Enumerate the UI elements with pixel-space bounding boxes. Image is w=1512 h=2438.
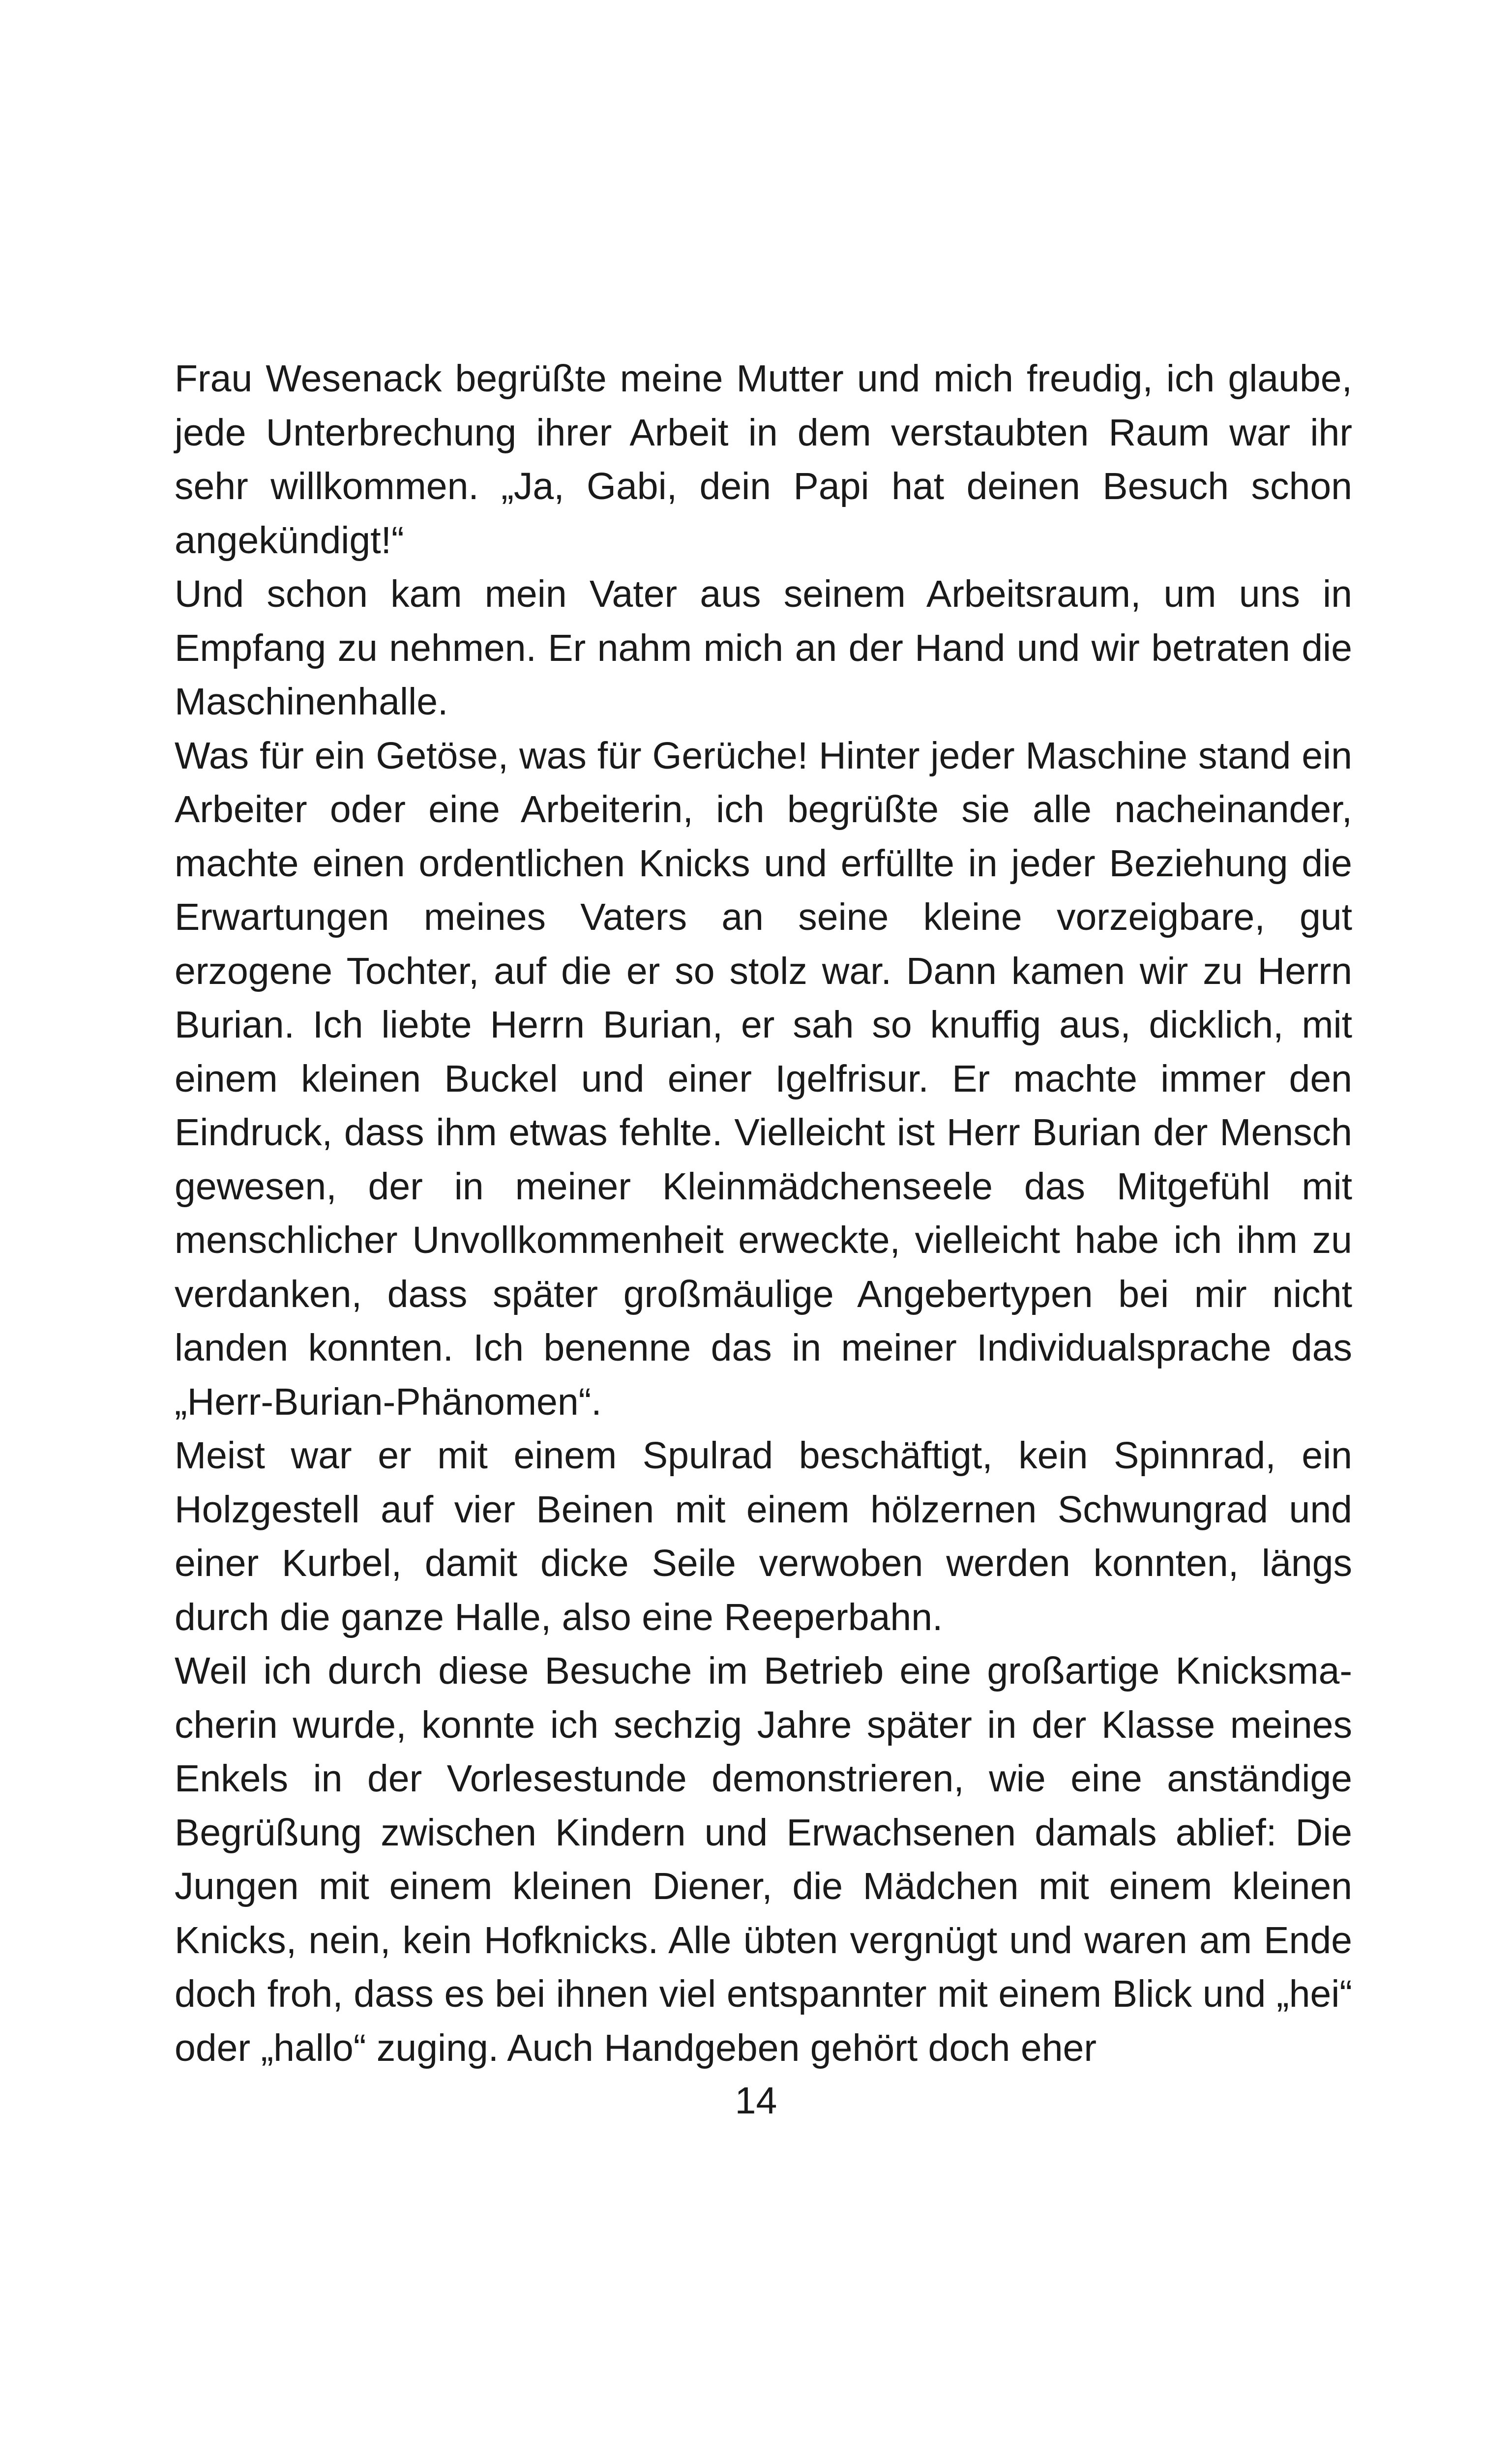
body-text: [175, 352, 1352, 2075]
paragraph-4: Meist war er mit einem Spulrad beschäftigt, kein Spinnrad, ein Holzgestell auf vier Beinen mit einem hölzernen Schwungrad und einer Kurbel, damit dicke Seile verwoben werden konnten, längs durch die ganze Halle, also eine Reeperbahn.: [175, 1434, 1352, 1638]
paragraph-1: Frau Wesenack begrüßte meine Mutter und mich freudig, ich glaube, jede Unterbrechung ihrer Arbeit in dem verstaubten Raum war ihr sehr willkommen. „Ja, Gabi, dein Papi hat deinen Besuch schon angekündigt!“: [175, 357, 1352, 562]
paragraph-2: Und schon kam mein Vater aus seinem Arbeitsraum, um uns in Empfang zu nehmen. Er nahm mich an der Hand und wir betraten die Maschinenhalle.: [175, 573, 1352, 723]
paragraph-5: Weil ich durch diese Besuche im Betrieb eine großartige Knicksmacherin wurde, konnte ich sechzig Jahre später in der Klasse meines Enkels in der Vorlesestunde demonstrieren, wie eine anständige Begrüßung zwischen Kindern und Erwachsenen damals ablief: Die Jungen mit einem kleinen Diener, die Mädchen mit einem kleinen Knicks, nein, kein Hofknicks. Alle übten vergnügt und waren am Ende doch froh, dass es bei ihnen viel entspannter mit einem Blick und „hei“ oder „hallo“ zuging. Auch Handgeben gehört doch eher: [175, 1650, 1352, 2069]
paragraph-3: Was für ein Getöse, was für Gerüche! Hinter jeder Maschine stand ein Arbeiter oder eine Arbeiterin, ich begrüßte sie alle nacheinander, machte einen ordentlichen Knicks und erfüllte in jeder Beziehung die Erwartungen meines Vaters an seine kleine vorzeigbare, gut erzogene Tochter, auf die er so stolz war. Dann kamen wir zu Herrn Burian. Ich liebte Herrn Burian, er sah so knuffig aus, dicklich, mit einem kleinen Buckel und einer Igelfrisur. Er machte immer den Eindruck, dass ihm etwas fehlte. Vielleicht ist Herr Burian der Mensch gewesen, der in meiner Kleinmädchenseele das Mitgefühl mit menschlicher Unvollkommenheit erweckte, vielleicht habe ich ihm zu verdanken, dass später großmäulige Angebertypen bei mir nicht landen konnten. Ich benenne das in meiner Individualsprache das „Herr-Burian-Phänomen“.: [175, 734, 1352, 1423]
page-number: 14: [735, 2080, 777, 2122]
